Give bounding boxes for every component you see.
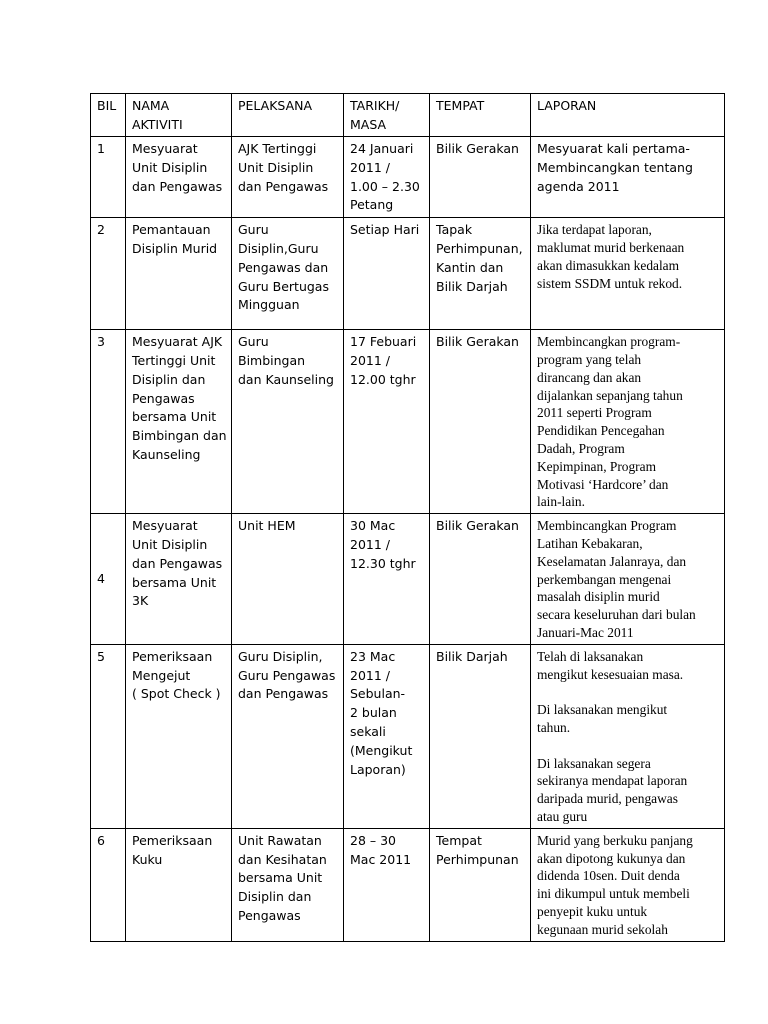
header-tempat: TEMPAT — [430, 94, 531, 137]
cell-bil: 3 — [91, 330, 126, 514]
cell-nama-aktiviti: Mesyuarat Unit Disiplin dan Pengawas — [126, 137, 232, 218]
table-row — [91, 514, 725, 645]
cell-tempat: Bilik Darjah — [430, 644, 531, 828]
cell-pelaksana: Unit HEM — [232, 514, 344, 645]
header-nama-aktiviti: NAMA AKTIVITI — [126, 94, 232, 137]
cell-nama-aktiviti: Mesyuarat Unit Disiplin dan Pengawas bersama Unit 3K — [126, 514, 232, 645]
header-bil: BIL — [91, 94, 126, 137]
cell-laporan: Membincangkan program- program yang telah dirancang dan akan dijalankan sepanjang tahun 2011 seperti Program Pendidikan Pencegahan Dadah, Program Kepimpinan, Program Motivasi ‘Hardcore’ dan lain-lain. — [531, 330, 725, 514]
cell-nama-aktiviti: Pemeriksaan Mengejut ( Spot Check ) — [126, 644, 232, 828]
cell-tarikh-masa: 30 Mac 2011 / 12.30 tghr — [344, 514, 430, 645]
cell-tarikh-masa: 24 Januari 2011 / 1.00 – 2.30 Petang — [344, 137, 430, 218]
table-row — [91, 330, 725, 514]
cell-tarikh-masa: 23 Mac 2011 / Sebulan- 2 bulan sekali (Mengikut Laporan) — [344, 644, 430, 828]
cell-nama-aktiviti: Mesyuarat AJK Tertinggi Unit Disiplin dan Pengawas bersama Unit Bimbingan dan Kaunseling — [126, 330, 232, 514]
cell-laporan: Murid yang berkuku panjang akan dipotong kukunya dan didenda 10sen. Duit denda ini dikumpul untuk membeli penyepit kuku untuk kegunaan murid sekolah — [531, 828, 725, 941]
table-row — [91, 828, 725, 941]
cell-bil: 2 — [91, 218, 126, 330]
cell-tempat: Tempat Perhimpunan — [430, 828, 531, 941]
cell-tarikh-masa: 28 – 30 Mac 2011 — [344, 828, 430, 941]
activity-table — [90, 93, 725, 942]
cell-laporan: Membincangkan Program Latihan Kebakaran, Keselamatan Jalanraya, dan perkembangan mengenai masalah disiplin murid secara keseluruhan dari bulan Januari-Mac 2011 — [531, 514, 725, 645]
header-pelaksana: PELAKSANA — [232, 94, 344, 137]
cell-tarikh-masa: 17 Febuari 2011 / 12.00 tghr — [344, 330, 430, 514]
cell-nama-aktiviti: Pemantauan Disiplin Murid — [126, 218, 232, 330]
cell-tempat: Bilik Gerakan — [430, 137, 531, 218]
cell-bil: 1 — [91, 137, 126, 218]
cell-bil: 6 — [91, 828, 126, 941]
cell-tempat: Bilik Gerakan — [430, 514, 531, 645]
cell-tempat: Tapak Perhimpunan, Kantin dan Bilik Darjah — [430, 218, 531, 330]
table-row — [91, 644, 725, 828]
cell-laporan: Mesyuarat kali pertama- Membincangkan tentang agenda 2011 — [531, 137, 725, 218]
cell-pelaksana: Guru Disiplin, Guru Pengawas dan Pengawas — [232, 644, 344, 828]
cell-pelaksana: Guru Bimbingan dan Kaunseling — [232, 330, 344, 514]
cell-bil: 5 — [91, 644, 126, 828]
cell-tempat: Bilik Gerakan — [430, 330, 531, 514]
header-laporan: LAPORAN — [531, 94, 725, 137]
cell-laporan: Jika terdapat laporan, maklumat murid berkenaan akan dimasukkan kedalam sistem SSDM untuk rekod. — [531, 218, 725, 330]
table-row — [91, 218, 725, 330]
cell-pelaksana: Guru Disiplin,Guru Pengawas dan Guru Bertugas Mingguan — [232, 218, 344, 330]
header-row — [91, 94, 725, 137]
cell-laporan: Telah di laksanakan mengikut kesesuaian masa. Di laksanakan mengikut tahun. Di laksanakan segera sekiranya mendapat laporan daripada murid, pengawas atau guru — [531, 644, 725, 828]
cell-tarikh-masa: Setiap Hari — [344, 218, 430, 330]
header-tarikh-masa: TARIKH/ MASA — [344, 94, 430, 137]
cell-pelaksana: Unit Rawatan dan Kesihatan bersama Unit Disiplin dan Pengawas — [232, 828, 344, 941]
cell-bil: 4 — [91, 514, 126, 645]
table-row — [91, 137, 725, 218]
cell-nama-aktiviti: Pemeriksaan Kuku — [126, 828, 232, 941]
cell-pelaksana: AJK Tertinggi Unit Disiplin dan Pengawas — [232, 137, 344, 218]
